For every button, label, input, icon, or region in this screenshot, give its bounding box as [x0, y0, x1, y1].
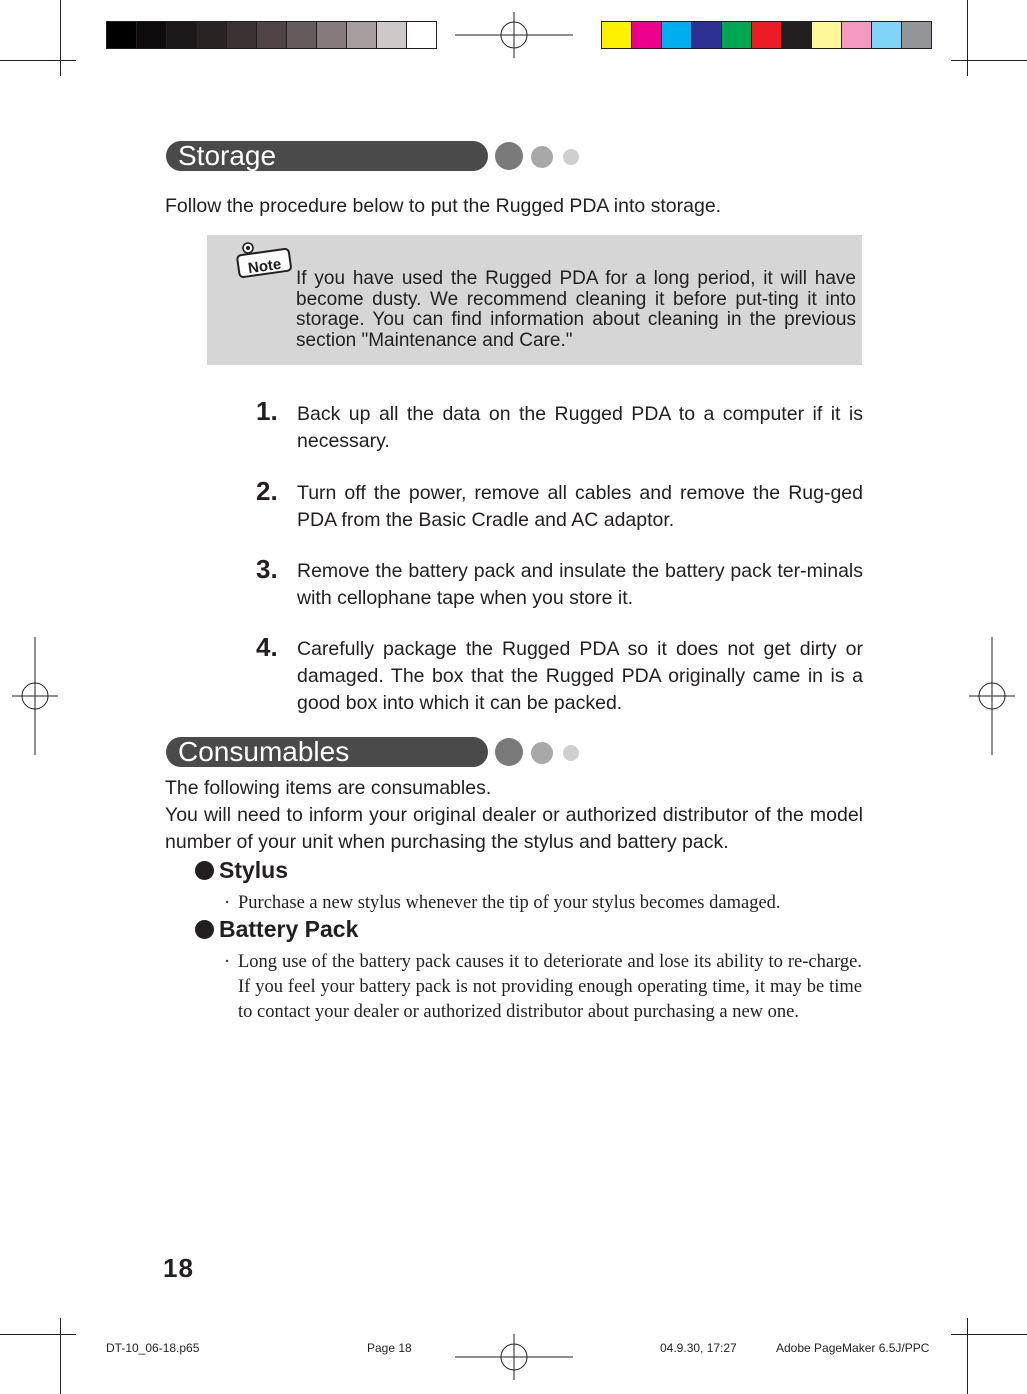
- color-swatch-5: [722, 22, 752, 48]
- step-number-1: 1.: [256, 396, 278, 426]
- color-swatch-7: [782, 22, 812, 48]
- color-swatch-3: [662, 22, 692, 48]
- heading-dot-medium: [531, 742, 553, 764]
- step-number-2: 2.: [256, 476, 278, 506]
- battery-detail-mark: ·: [224, 952, 231, 972]
- step-text-1: Back up all the data on the Rugged PDA to a computer if it is necessary.: [297, 403, 863, 452]
- registration-mark-bottom: [455, 1334, 573, 1380]
- battery-pack-detail: Long use of the battery pack causes it to deteriorate and lose its ability to re-charge. If you feel your battery pack is not providing enough operating time, it may be time to contact your dealer or authorized distributor about purchasing a new one.: [238, 952, 862, 1022]
- stylus-heading: [195, 857, 288, 884]
- footer-timestamp: 04.9.30, 17:27: [660, 1341, 737, 1355]
- heading-dot-large: [495, 738, 523, 766]
- registration-mark-left: [12, 637, 58, 755]
- color-swatch-10: [872, 22, 902, 48]
- grayscale-swatch-2: [137, 22, 167, 48]
- grayscale-swatch-6: [257, 22, 287, 48]
- grayscale-swatch-10: [377, 22, 407, 48]
- grayscale-swatch-7: [287, 22, 317, 48]
- grayscale-swatch-1: [107, 22, 137, 48]
- heading-dot-small: [563, 745, 579, 761]
- footer-page: Page 18: [367, 1341, 412, 1355]
- page-number: 18: [163, 1253, 194, 1283]
- step-text-2: Turn off the power, remove all cables and remove the Rug-ged PDA from the Basic Cradle and AC adaptor.: [297, 482, 863, 531]
- stylus-detail: Purchase a new stylus whenever the tip of your stylus becomes damaged.: [238, 893, 781, 913]
- storage-heading: Storage: [166, 141, 488, 171]
- color-swatch-4: [692, 22, 722, 48]
- consumables-intro-line2: You will need to inform your original dealer or authorized distributor of the model number of your unit when purchasing the stylus and battery pack.: [165, 804, 863, 853]
- footer-app: Adobe PageMaker 6.5J/PPC: [776, 1341, 930, 1355]
- grayscale-swatch-3: [167, 22, 197, 48]
- grayscale-swatch-4: [197, 22, 227, 48]
- registration-mark-right: [969, 637, 1015, 755]
- color-swatch-11: [902, 22, 931, 48]
- svg-text:Note: Note: [246, 255, 283, 278]
- heading-dot-small: [563, 149, 579, 165]
- stylus-detail-mark: ·: [224, 893, 231, 913]
- grayscale-swatch-9: [347, 22, 377, 48]
- note-text: If you have used the Rugged PDA for a long period, it will have become dusty. We recommend cleaning it before put-ting it into storage. You can find information about cleaning in the previous section "Maintenance and Care.": [296, 268, 856, 351]
- grayscale-swatch-8: [317, 22, 347, 48]
- heading-dot-medium: [531, 146, 553, 168]
- battery-pack-heading: [195, 916, 358, 943]
- color-bar: [601, 21, 932, 49]
- heading-dot-large: [495, 142, 523, 170]
- consumables-intro-line1: The following items are consumables.: [165, 777, 492, 799]
- color-swatch-8: [812, 22, 842, 48]
- note-icon: [234, 240, 294, 280]
- grayscale-swatch-11: [407, 22, 436, 48]
- stylus-heading-label: Stylus: [219, 857, 289, 883]
- battery-pack-heading-label: Battery Pack: [219, 916, 359, 942]
- grayscale-bar: [106, 21, 437, 49]
- color-swatch-1: [602, 22, 632, 48]
- step-text-4: Carefully package the Rugged PDA so it does not get dirty or damaged. The box that the Rugged PDA originally came in is a good box into which it can be packed.: [297, 638, 863, 714]
- bullet-icon: [195, 861, 214, 880]
- grayscale-swatch-5: [227, 22, 257, 48]
- storage-intro: Follow the procedure below to put the Rugged PDA into storage.: [165, 195, 722, 217]
- color-swatch-2: [632, 22, 662, 48]
- consumables-heading: Consumables: [166, 737, 488, 767]
- step-number-3: 3.: [256, 554, 278, 584]
- step-number-4: 4.: [256, 632, 278, 662]
- bullet-icon: [195, 920, 214, 939]
- footer-file: DT-10_06-18.p65: [106, 1341, 200, 1355]
- color-swatch-6: [752, 22, 782, 48]
- registration-mark-top: [455, 12, 573, 58]
- step-text-3: Remove the battery pack and insulate the battery pack ter-minals with cellophane tape when you store it.: [297, 560, 863, 609]
- color-swatch-9: [842, 22, 872, 48]
